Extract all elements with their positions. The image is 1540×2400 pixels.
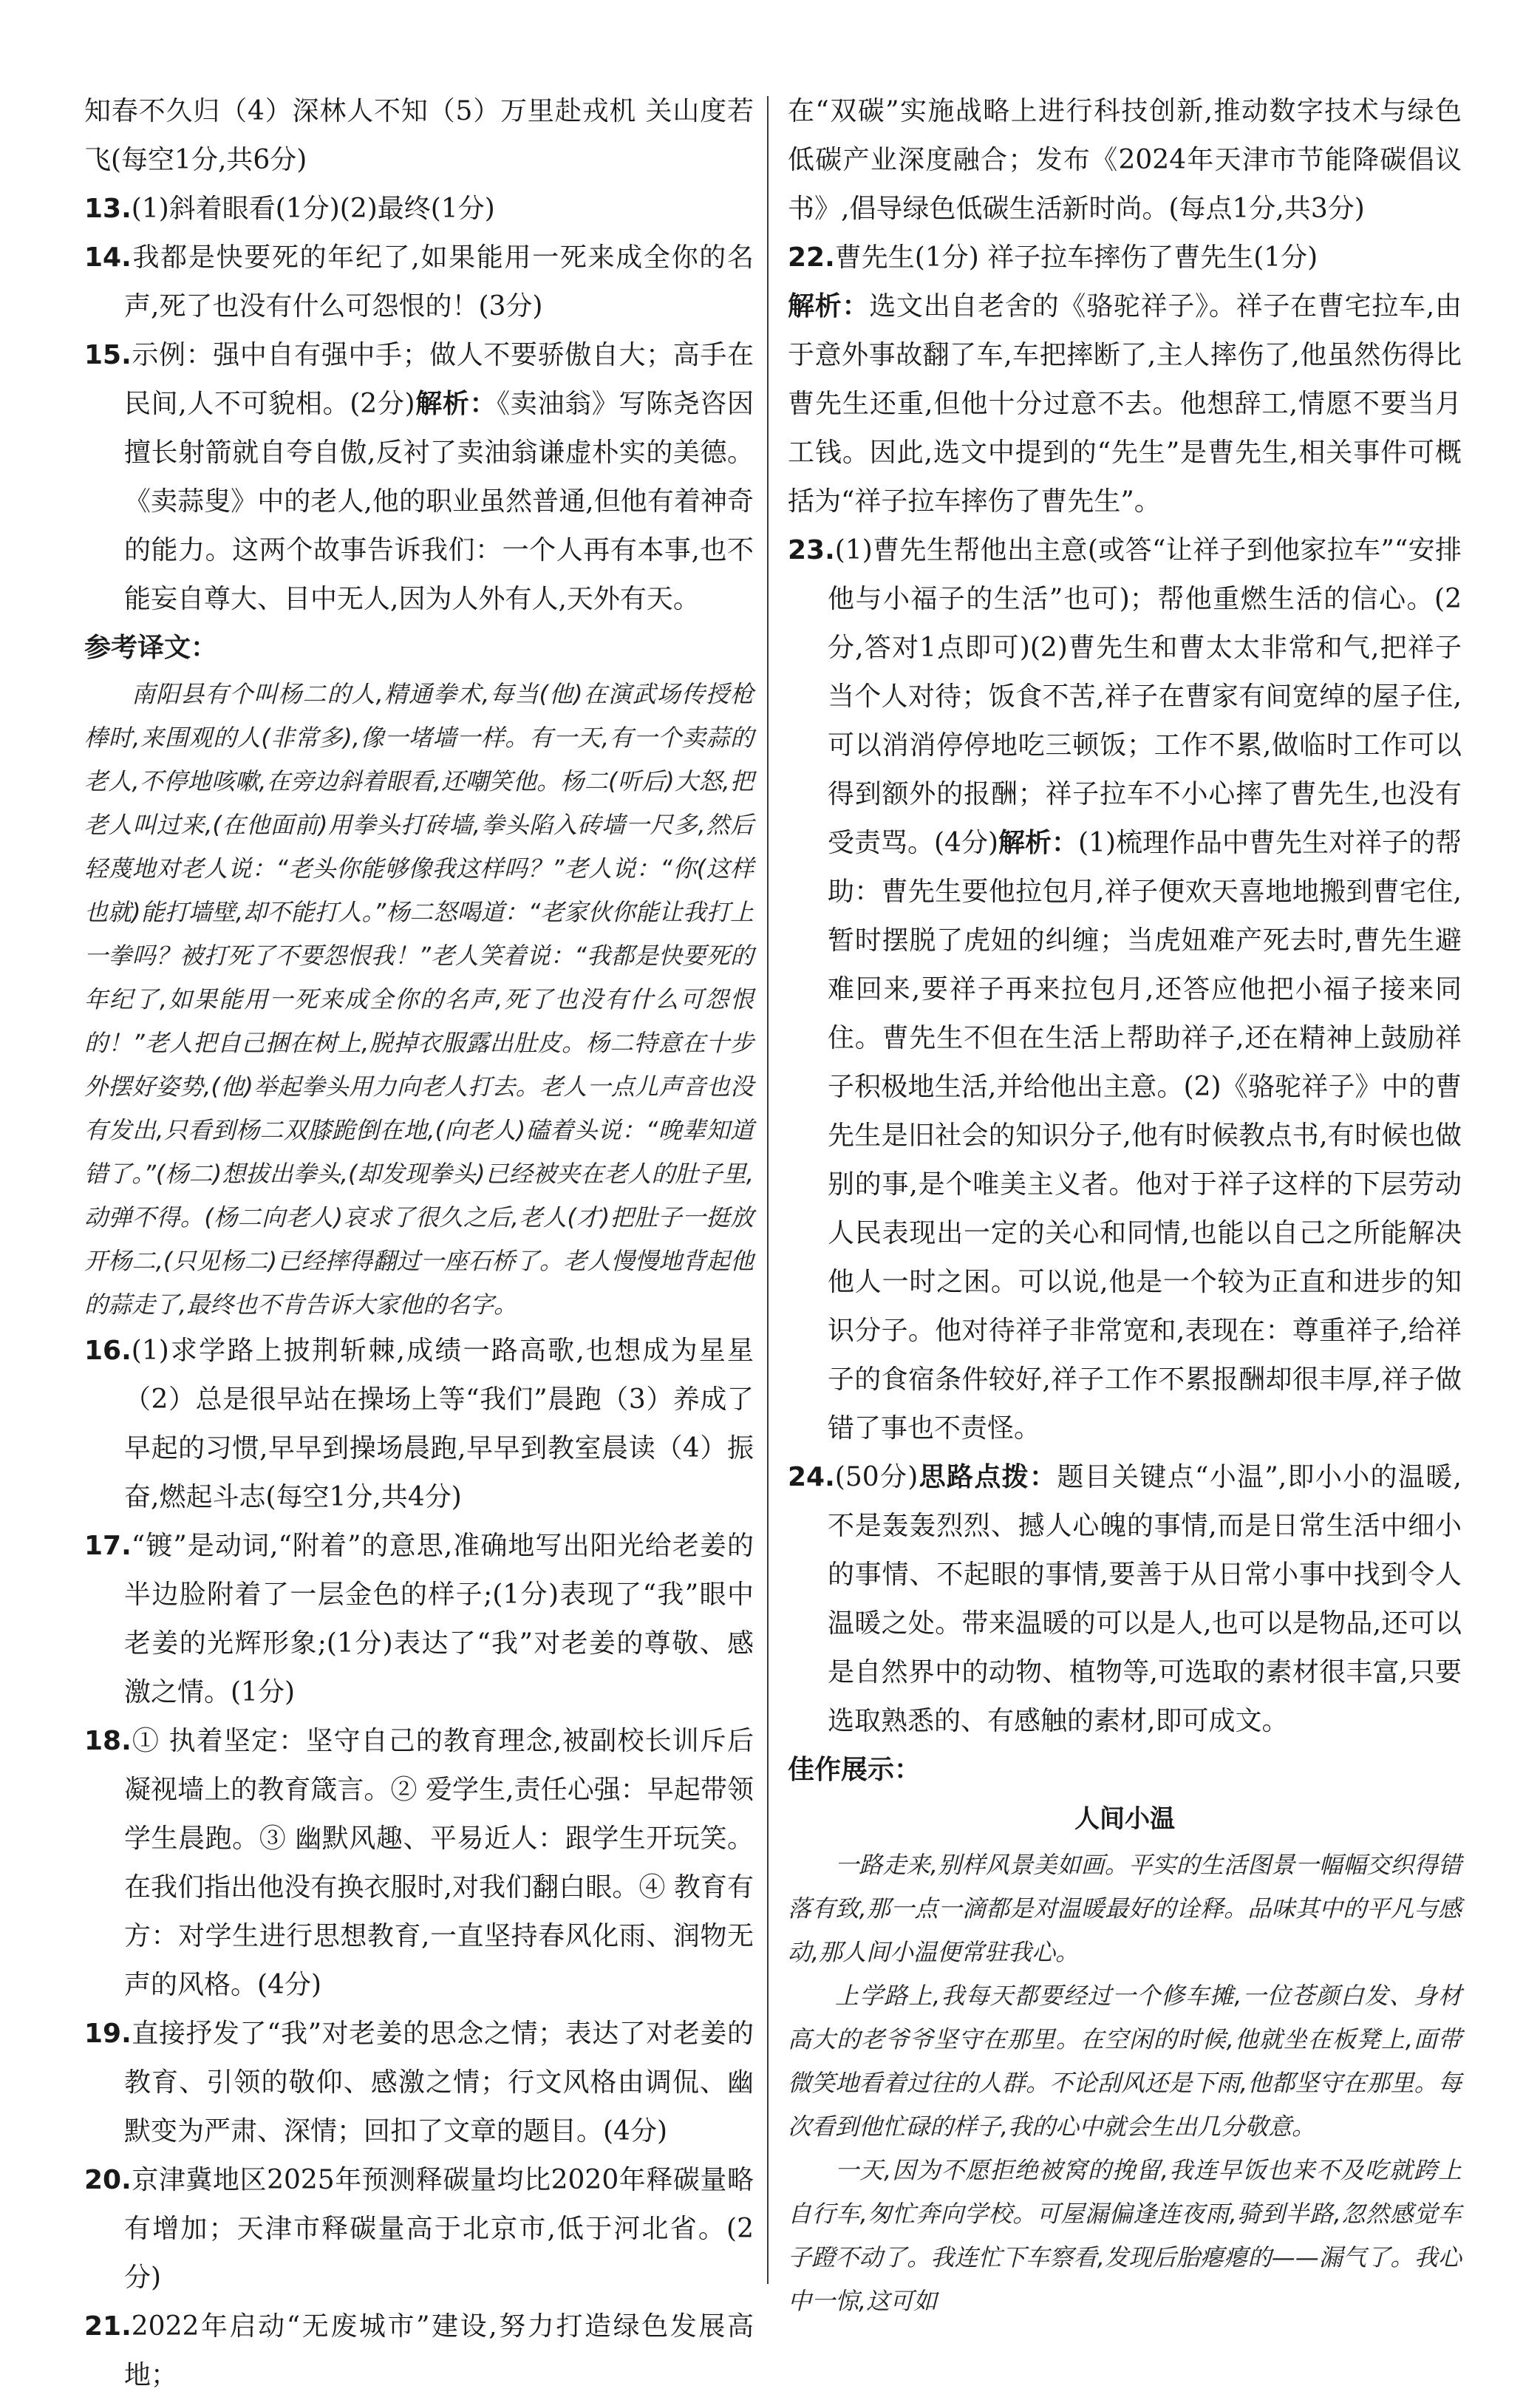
- hint-text: 题目关键点“小温”,即小小的温暖,不是轰轰烈烈、撼人心魄的事情,而是日常生活中细小的事情、不起眼的事情,要善于从日常小事中找到令人温暖之处。带来温暖的可以是人,也可以是物品,还可以是自然界中的动物、植物等,可选取的素材很丰富,只要选取熟悉的、有感触的素材,即可成文。: [828, 1462, 1462, 1736]
- answer-22: [788, 234, 1462, 282]
- answer-20: [84, 2156, 754, 2302]
- answer-17: [84, 1522, 754, 1717]
- answer-number: 17.: [84, 1531, 132, 1561]
- answer-number: 22.: [788, 242, 835, 273]
- answer-text: (1)斜着眼看(1分)(2)最终(1分): [131, 194, 495, 224]
- answer-number: 21.: [84, 2311, 132, 2342]
- column-divider: [767, 96, 769, 2284]
- score: (50分): [834, 1462, 919, 1492]
- showcase-label: 佳作展示：: [788, 1755, 921, 1785]
- answer-text: 2022年启动“无废城市”建设,努力打造绿色发展高地；: [124, 2311, 754, 2390]
- answer-number: 23.: [788, 535, 835, 565]
- answer-21-continued: 在“双碳”实施战略上进行科技创新,推动数字技术与绿色低碳产业深度融合；发布《2024年天津市节能降碳倡议书》,倡导绿色低碳生活新时尚。(每点1分,共3分): [788, 96, 1462, 224]
- essay-paragraph: 一路走来,别样风景美如画。平实的生活图景一幅幅交织得错落有致,那一点一滴都是对温暖最好的诠释。品味其中的平凡与感动,那人间小温便常驻我心。: [788, 1851, 1462, 1966]
- answer-number: 18.: [84, 1726, 132, 1756]
- answer-text: 京津冀地区2025年预测释碳量均比2020年释碳量略有增加；天津市释碳量高于北京市,低于河北省。(2分): [124, 2165, 754, 2293]
- answer-16: [84, 1327, 754, 1522]
- answer-number: 24.: [788, 1462, 835, 1492]
- analysis-label: 解析：: [415, 389, 497, 419]
- answer-24: [788, 1453, 1462, 1746]
- answer-text: 示例：强中自有强中手；做人不要骄傲自大；高手在民间,人不可貌相。(2分): [124, 340, 754, 419]
- analysis-label: 解析：: [788, 291, 870, 322]
- answer-number: 16.: [84, 1336, 132, 1366]
- reference-translation: 南阳县有个叫杨二的人,精通拳术,每当(他)在演武场传授枪棒时,来围观的人(非常多),像一堵墙一样。有一天,有一个卖蒜的老人,不停地咳嗽,在旁边斜着眼看,还嘲笑他。杨二(听后)大怒,把老人叫过来,(在他面前)用拳头打砖墙,拳头陷入砖墙一尺多,然后轻蔑地对老人说：“老头你能够像我这样吗？”老人说：“你(这样也就)能打墙壁,却不能打人。”杨二怒喝道：“老家伙你能让我打上一拳吗？被打死了不要怨恨我！”老人笑着说：“我都是快要死的年纪了,如果能用一死来成全你的名声,死了也没有什么可怨恨的！”老人把自己捆在树上,脱掉衣服露出肚皮。杨二特意在十步外摆好姿势,(他)举起拳头用力向老人打去。老人一点儿声音也没有发出,只看到杨二双膝跪倒在地,(向老人)磕着头说：“晚辈知道错了。”(杨二)想拔出拳头,(却发现拳头)已经被夹在老人的肚子里,动弹不得。(杨二向老人)哀求了很久之后,老人(才)把肚子一挺放开杨二,(只见杨二)已经摔得翻过一座石桥了。老人慢慢地背起他的蒜走了,最终也不肯告诉大家他的名字。: [84, 680, 754, 1319]
- essay-title: 人间小温: [1074, 1804, 1175, 1834]
- answer-text: 曹先生(1分) 祥子拉车摔伤了曹先生(1分): [834, 242, 1318, 273]
- answer-12-continued: 知春不久归（4）深林人不知（5）万里赴戎机 关山度若飞(每空1分,共6分): [84, 96, 754, 175]
- answer-number: 13.: [84, 194, 132, 224]
- answer-number: 15.: [84, 340, 132, 370]
- answer-19: [84, 2010, 754, 2156]
- answer-18: [84, 1717, 754, 2010]
- analysis-text: 选文出自老舍的《骆驼祥子》。祥子在曹宅拉车,由于意外事故翻了车,车把摔断了,主人摔伤了,他虽然伤得比曹先生还重,但他十分过意不去。他想辞工,情愿不要当月工钱。因此,选文中提到的“先生”是曹先生,相关事件可概括为“祥子拉车摔伤了曹先生”。: [788, 291, 1462, 517]
- analysis-label: 解析：: [998, 828, 1079, 858]
- answer-text: 直接抒发了“我”对老姜的思念之情；表达了对老姜的教育、引领的敬仰、感激之情；行文风格由调侃、幽默变为严肃、深情；回扣了文章的题目。(4分): [124, 2019, 754, 2146]
- hint-label: 思路点拨：: [918, 1462, 1057, 1492]
- analysis-text: 《卖油翁》写陈尧咨因擅长射箭就自夸自傲,反衬了卖油翁谦虚朴实的美德。《卖蒜叟》中的老人,他的职业虽然普通,但他有着神奇的能力。这两个故事告诉我们：一个人再有本事,也不能妄自尊大、目中无人,因为人外有人,天外有天。: [124, 389, 754, 614]
- left-column: [84, 87, 754, 2400]
- answer-22-analysis: [788, 282, 1462, 526]
- essay-paragraph: 一天,因为不愿拒绝被窝的挽留,我连早饭也来不及吃就跨上自行车,匆忙奔向学校。可屋漏偏逢连夜雨,骑到半路,忽然感觉车子蹬不动了。我连忙下车察看,发现后胎瘪瘪的——漏气了。我心中一惊,这可如: [788, 2156, 1462, 2315]
- answer-14: [84, 234, 754, 331]
- answer-21: [84, 2302, 754, 2400]
- answer-number: 20.: [84, 2165, 132, 2195]
- analysis-text: (1)梳理作品中曹先生对祥子的帮助：曹先生要他拉包月,祥子便欢天喜地地搬到曹宅住,暂时摆脱了虎妞的纠缠；当虎妞难产死去时,曹先生避难回来,要祥子再来拉包月,还答应他把小福子接来同住。曹先生不但在生活上帮助祥子,还在精神上鼓励祥子积极地生活,并给他出主意。(2)《骆驼祥子》中的曹先生是旧社会的知识分子,他有时候教点书,有时候也做别的事,是个唯美主义者。他对于祥子这样的下层劳动人民表现出一定的关心和同情,也能以自己之所能解决他人一时之困。可以说,他是一个较为正直和进步的知识分子。他对待祥子非常宽和,表现在：尊重祥子,给祥子的食宿条件较好,祥子工作不累报酬却很丰厚,祥子做错了事也不责怪。: [828, 828, 1462, 1444]
- answer-text: ① 执着坚定：坚守自己的教育理念,被副校长训斥后凝视墙上的教育箴言。② 爱学生,责任心强：早起带领学生晨跑。③ 幽默风趣、平易近人：跟学生开玩笑。在我们指出他没有换衣服时,对我们翻白眼。④ 教育有方：对学生进行思想教育,一直坚持春风化雨、润物无声的风格。(4分): [124, 1726, 754, 2000]
- right-column: [788, 87, 1462, 2323]
- answer-number: 14.: [84, 242, 132, 273]
- answer-text: 我都是快要死的年纪了,如果能用一死来成全你的名声,死了也没有什么可怨恨的！(3分): [124, 242, 754, 322]
- essay-paragraph: 上学路上,我每天都要经过一个修车摊,一位苍颜白发、身材高大的老爷爷坚守在那里。在空闲的时候,他就坐在板凳上,面带微笑地看着过往的人群。不论刮风还是下雨,他都坚守在那里。每次看到他忙碌的样子,我的心中就会生出几分敬意。: [788, 1982, 1462, 2141]
- answer-23: [788, 526, 1462, 1453]
- answer-text: (1)曹先生帮他出主意(或答“让祥子到他家拉车”“安排他与小福子的生活”也可)；帮他重燃生活的信心。(2分,答对1点即可)(2)曹先生和曹太太非常和气,把祥子当个人对待；饭食不苦,祥子在曹家有间宽绰的屋子住,可以消消停停地吃三顿饭；工作不累,做临时工作可以得到额外的报酬；祥子拉车不小心摔了曹先生,也没有受责骂。(4分): [828, 535, 1462, 858]
- answer-text: “镀”是动词,“附着”的意思,准确地写出阳光给老姜的半边脸附着了一层金色的样子;(1分)表现了“我”眼中老姜的光辉形象;(1分)表达了“我”对老姜的尊敬、感激之情。(1分): [124, 1531, 754, 1707]
- answer-text: (1)求学路上披荆斩棘,成绩一路高歌,也想成为星星（2）总是很早站在操场上等“我们”晨跑（3）养成了早起的习惯,早早到操场晨跑,早早到教室晨读（4）振奋,燃起斗志(每空1分,共4分): [124, 1336, 754, 1512]
- answer-13: [84, 185, 754, 234]
- answer-number: 19.: [84, 2019, 132, 2049]
- reference-translation-label: 参考译文：: [84, 633, 218, 663]
- answer-15: [84, 331, 754, 624]
